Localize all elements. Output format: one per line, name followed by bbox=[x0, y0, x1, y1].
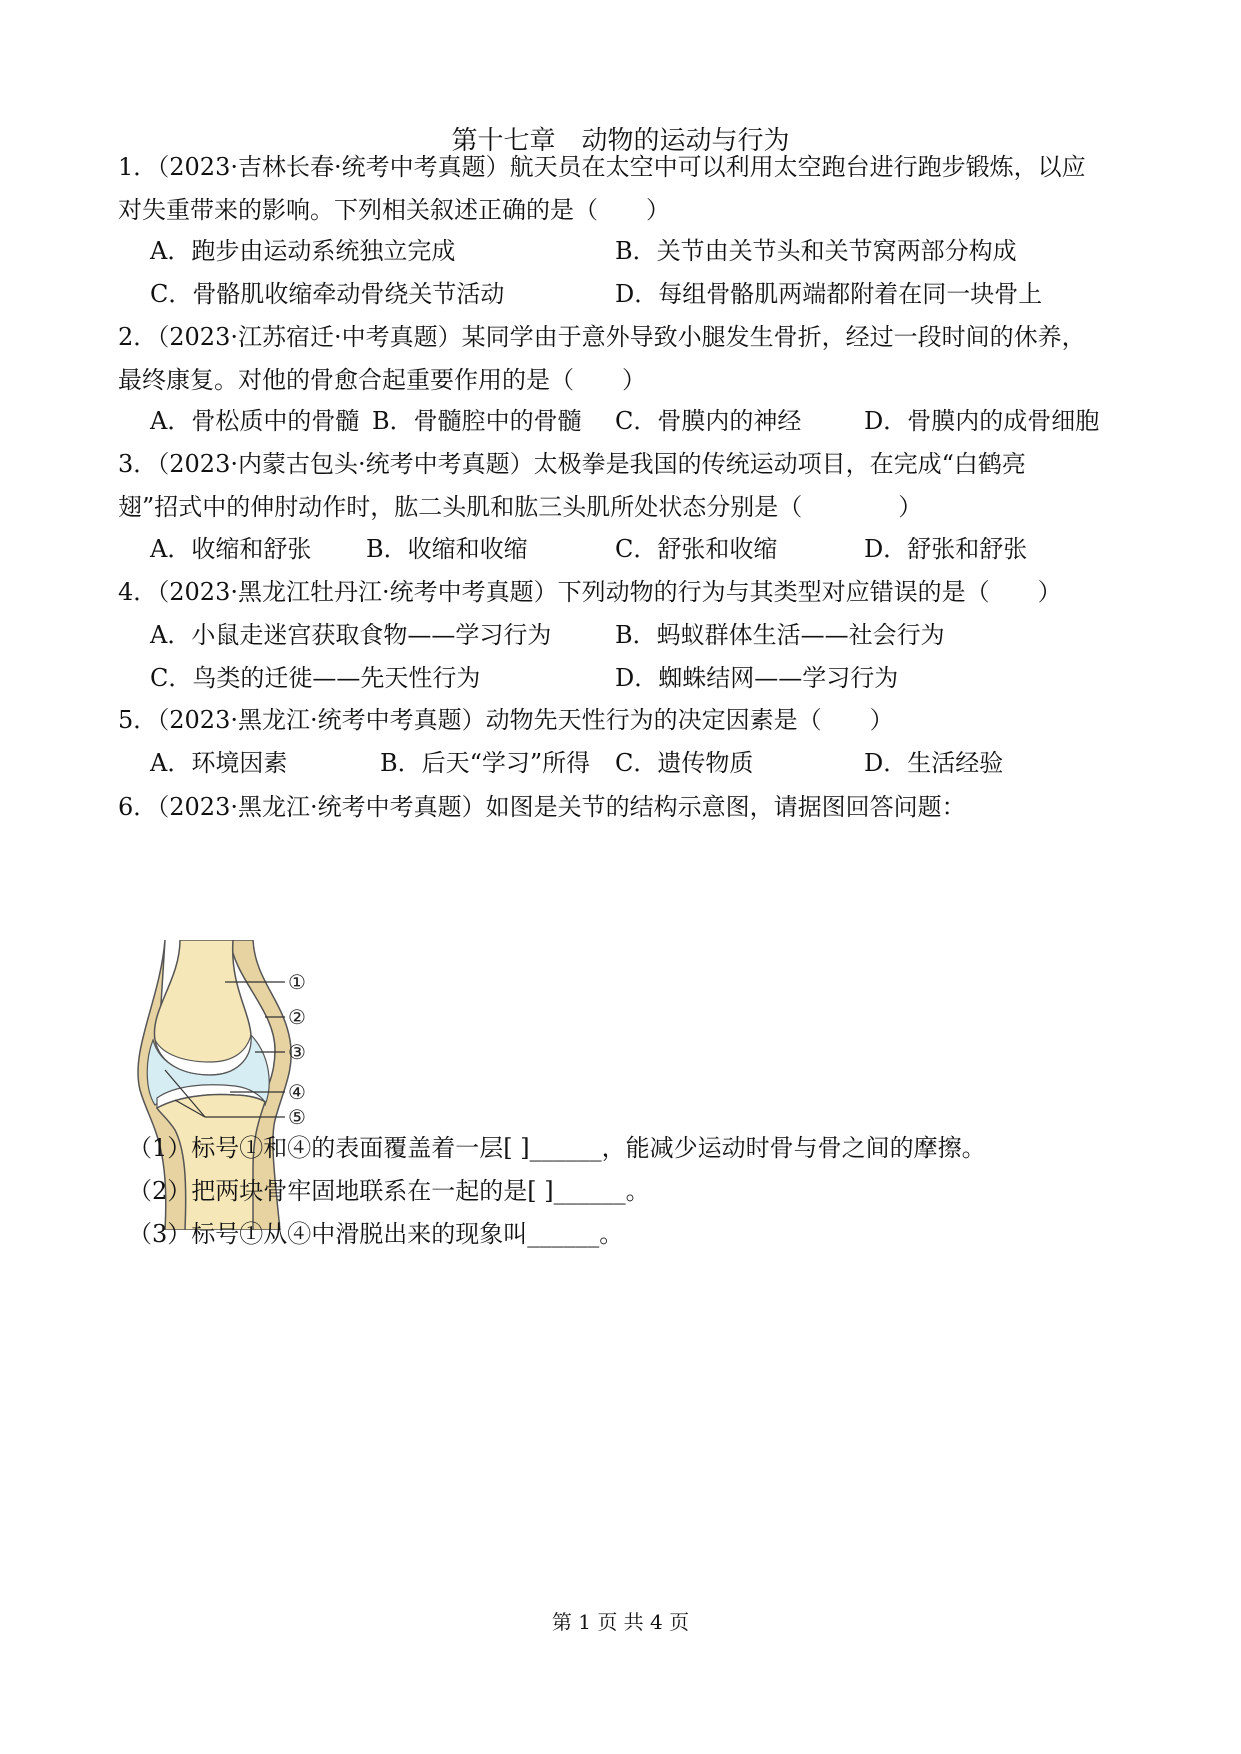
question-1-line-2: 对失重带来的影响。下列相关叙述正确的是（ ） bbox=[118, 196, 670, 224]
label-5: ⑤ bbox=[288, 1105, 306, 1129]
question-3-option-b: B．收缩和收缩 bbox=[366, 535, 528, 563]
question-2-line-2: 最终康复。对他的骨愈合起重要作用的是（ ） bbox=[118, 366, 646, 394]
label-4: ④ bbox=[288, 1080, 306, 1104]
label-1: ① bbox=[288, 970, 306, 994]
question-5-option-a: A．环境因素 bbox=[150, 749, 288, 777]
question-3-option-d: D．舒张和舒张 bbox=[864, 535, 1028, 563]
question-1-option-c: C．骨骼肌收缩牵动骨绕关节活动 bbox=[150, 280, 505, 308]
question-4-option-c: C．鸟类的迁徙——先天性行为 bbox=[150, 664, 481, 692]
page-title: 第十七章 动物的运动与行为 bbox=[451, 126, 790, 156]
question-2-option-d: D．骨膜内的成骨细胞 bbox=[864, 407, 1100, 435]
label-3: ③ bbox=[288, 1040, 306, 1064]
question-2-option-c: C．骨膜内的神经 bbox=[615, 407, 802, 435]
question-3-option-a: A．收缩和舒张 bbox=[150, 535, 312, 563]
question-5-option-d: D．生活经验 bbox=[864, 749, 1004, 777]
question-1-option-d: D．每组骨骼肌两端都附着在同一块骨上 bbox=[615, 280, 1043, 308]
question-2-option-a: A．骨松质中的骨髓 bbox=[150, 407, 360, 435]
question-5-line-1: 5．（2023·黑龙江·统考中考真题）动物先天性行为的决定因素是（ ） bbox=[118, 706, 894, 734]
question-1-line-1: 1．（2023·吉林长春·统考中考真题）航天员在太空中可以利用太空跑台进行跑步锻炼，以应 bbox=[118, 153, 1086, 181]
label-2: ② bbox=[288, 1005, 306, 1029]
question-1-option-a: A．跑步由运动系统独立完成 bbox=[150, 237, 456, 265]
question-2-line-1: 2．（2023·江苏宿迁·中考真题）某同学由于意外导致小腿发生骨折，经过一段时间的休养， bbox=[118, 323, 1086, 351]
subquestion-1: （1）标号①和④的表面覆盖着一层[ ]______，能减少运动时骨与骨之间的摩擦。 bbox=[128, 1134, 986, 1162]
page-footer: 第 1 页 共 4 页 bbox=[551, 1610, 690, 1634]
question-4-line-1: 4．（2023·黑龙江牡丹江·统考中考真题）下列动物的行为与其类型对应错误的是（ ） bbox=[118, 578, 1062, 606]
question-1-option-b: B．关节由关节头和关节窝两部分构成 bbox=[615, 237, 1017, 265]
question-2-option-b: B．骨髓腔中的骨髓 bbox=[372, 407, 582, 435]
question-4-option-a: A．小鼠走迷宫获取食物——学习行为 bbox=[150, 621, 552, 649]
question-3-line-2: 翅”招式中的伸肘动作时，肱二头肌和肱三头肌所处状态分别是（ ） bbox=[118, 493, 923, 521]
question-5-option-b: B．后天“学习”所得 bbox=[380, 749, 591, 777]
question-4-option-d: D．蜘蛛结网——学习行为 bbox=[615, 664, 899, 692]
subquestion-2: （2）把两块骨牢固地联系在一起的是[ ]______。 bbox=[128, 1177, 650, 1205]
question-3-option-c: C．舒张和收缩 bbox=[615, 535, 778, 563]
question-5-option-c: C．遗传物质 bbox=[615, 749, 754, 777]
question-3-line-1: 3．（2023·内蒙古包头·统考中考真题）太极拳是我国的传统运动项目，在完成“白鹤亮 bbox=[118, 450, 1026, 478]
question-6-line-1: 6．（2023·黑龙江·统考中考真题）如图是关节的结构示意图，请据图回答问题： bbox=[118, 793, 966, 821]
question-4-option-b: B．蚂蚁群体生活——社会行为 bbox=[615, 621, 945, 649]
subquestion-3: （3）标号①从④中滑脱出来的现象叫______。 bbox=[128, 1220, 624, 1248]
